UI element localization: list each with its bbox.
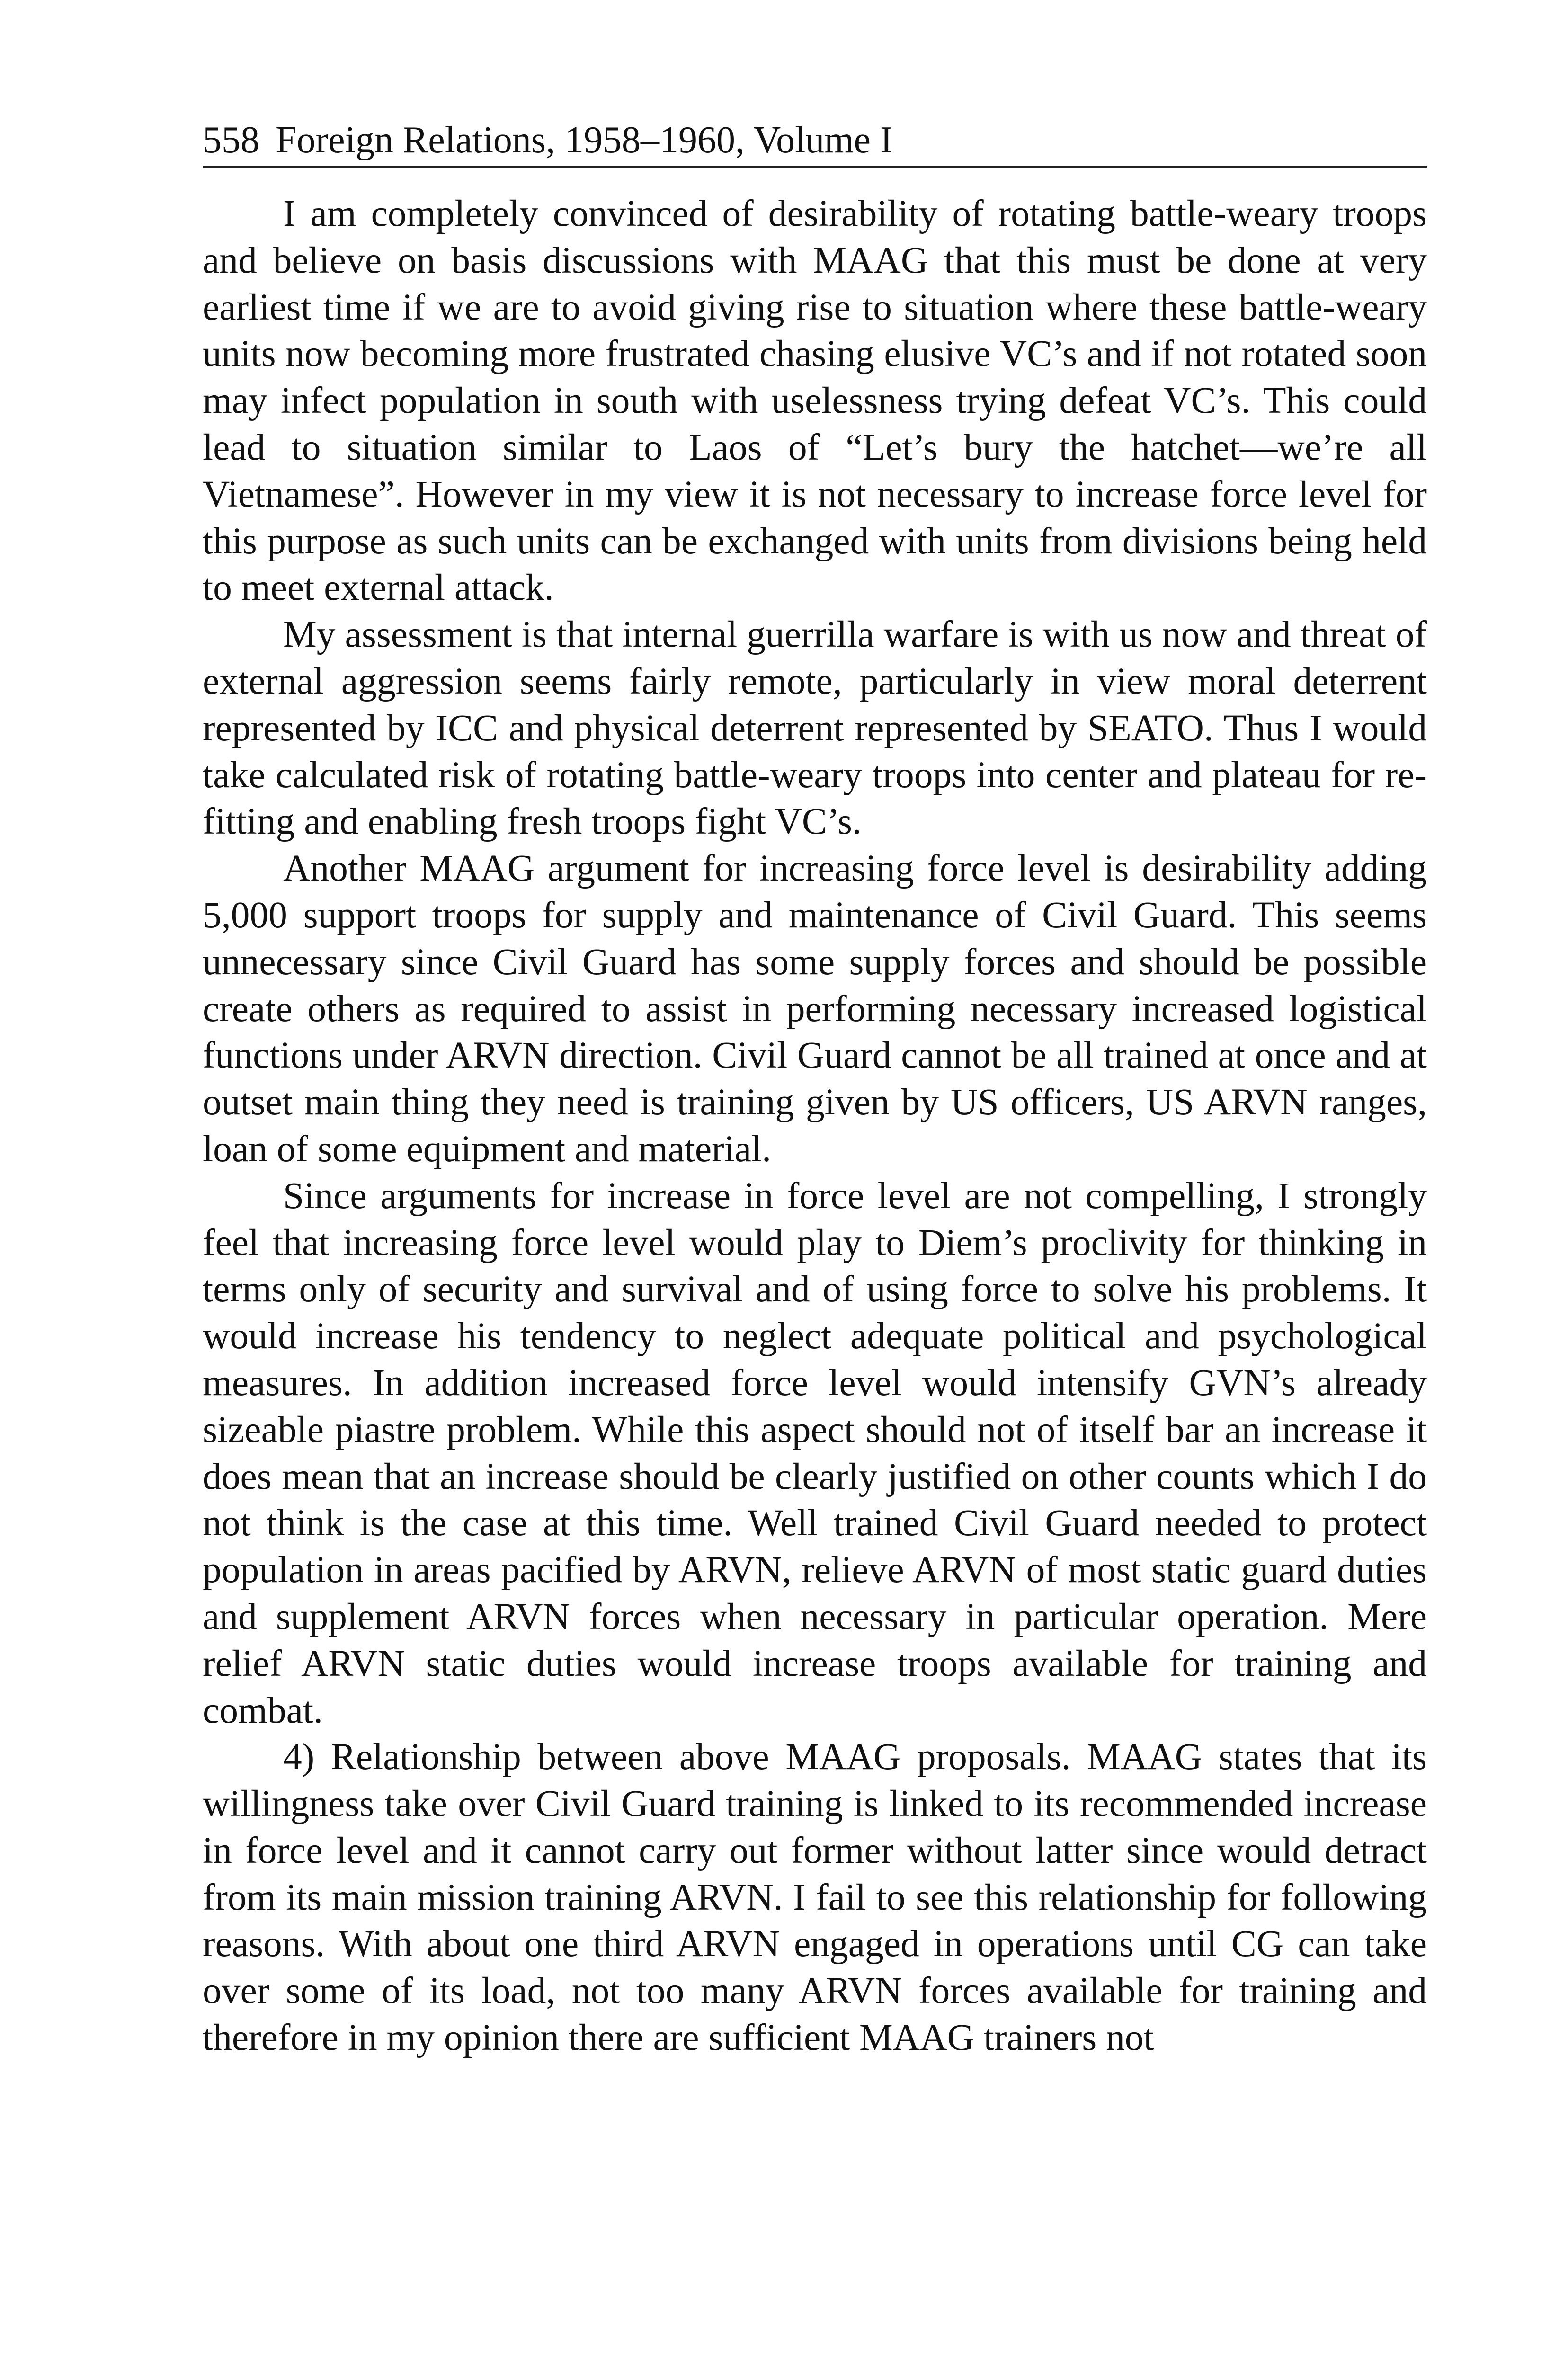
body-text: [203, 190, 1427, 2061]
running-header: [203, 118, 1427, 168]
page-number: 558: [203, 119, 259, 161]
paragraph: I am completely convinced of desirability of rotating battle-weary troops and believe on basis discussions with MAAG that this must be done at very earliest time if we are to avoid giving rise to situation where these battle-weary units now becoming more frustrated chasing elusive VC’s and if not rotated soon may infect population in south with uselessness trying defeat VC’s. This could lead to situation similar to Laos of “Let’s bury the hatchet—we’re all Vietnamese”. However in my view it is not necessary to increase force level for this purpose as such units can be exchanged with units from divisions being held to meet external attack.: [203, 193, 1427, 609]
paragraph: Since arguments for increase in force level are not compelling, I strongly feel that increasing force level would play to Diem’s proclivity for thinking in terms only of security and survival and of using force to solve his problems. It would increase his tendency to neglect adequate political and psychological measures. In addition increased force level would intensify GVN’s already sizeable piastre problem. While this aspect should not of itself bar an increase it does mean that an increase should be clearly justified on other counts which I do not think is the case at this time. Well trained Civil Guard needed to protect population in areas pacified by ARVN, relieve ARVN of most static guard duties and supplement ARVN forces when necessary in particular operation. Mere relief ARVN static duties would increase troops available for training and combat.: [203, 1175, 1427, 1731]
paragraph: Another MAAG argument for increasing force level is desirability adding 5,000 support troops for supply and maintenance of Civil Guard. This seems unnecessary since Civil Guard has some supply forces and should be possible create others as required to assist in performing necessary increased logistical functions under ARVN direction. Civil Guard cannot be all trained at once and at outset main thing they need is training given by US officers, US ARVN ranges, loan of some equipment and material.: [203, 847, 1427, 1170]
paragraph: 4) Relationship between above MAAG proposals. MAAG states that its willingness take over Civil Guard training is linked to its recommended increase in force level and it cannot carry out former without latter since would detract from its main mission training ARVN. I fail to see this relationship for following reasons. With about one third ARVN engaged in operations until CG can take over some of its load, not too many ARVN forces available for training and therefore in my opinion there are sufficient MAAG trainers not: [203, 1736, 1427, 2059]
paragraph: My assessment is that internal guerrilla warfare is with us now and threat of external aggression seems fairly remote, particularly in view moral deterrent represented by ICC and physical deterrent represented by SEATO. Thus I would take calculated risk of rotating battle-weary troops into center and plateau for re-fitting and enabling fresh troops fight VC’s.: [203, 614, 1427, 843]
running-title: Foreign Relations, 1958–1960, Volume I: [276, 119, 893, 161]
document-page: [203, 118, 1427, 2061]
